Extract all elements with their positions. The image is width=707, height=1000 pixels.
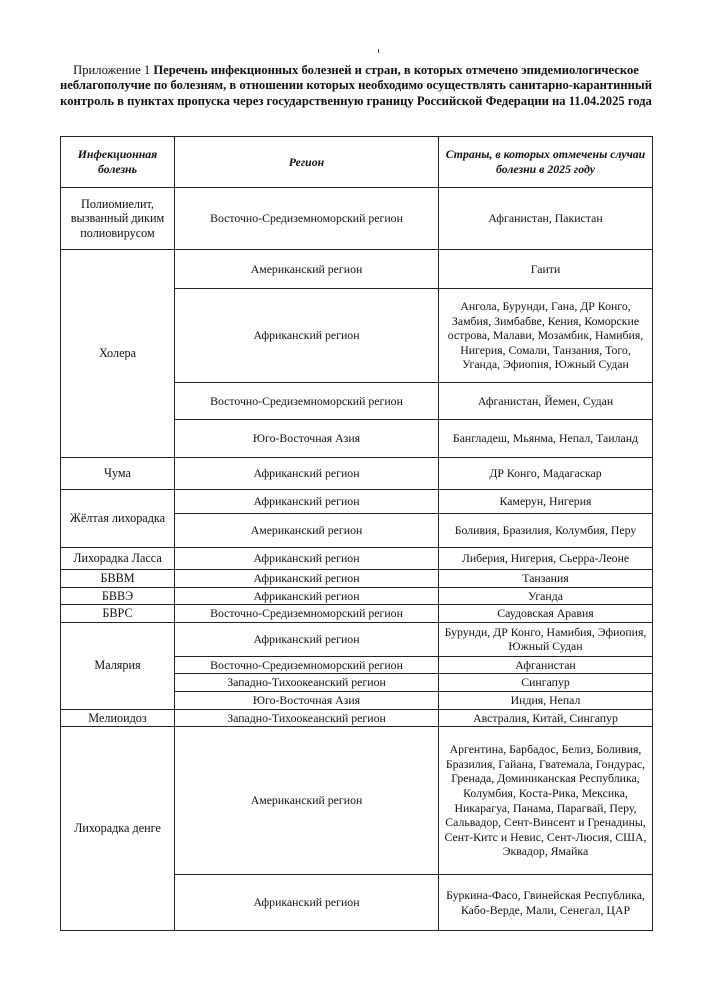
header-disease: Инфекционная болезнь (61, 137, 175, 188)
disease-cell: Малярия (61, 622, 175, 709)
disease-cell: БВРС (61, 605, 175, 623)
region-cell: Американский регион (175, 250, 439, 289)
region-cell: Африканский регион (175, 570, 439, 588)
disease-cell: Лихорадка денге (61, 727, 175, 931)
header-region: Регион (175, 137, 439, 188)
countries-cell: Буркина-Фасо, Гвинейская Республика, Кабо-Верде, Мали, Сенегал, ЦАР (439, 875, 653, 931)
title-prefix: Приложение 1 (73, 63, 151, 77)
region-cell: Африканский регион (175, 289, 439, 383)
table-row (61, 709, 653, 727)
region-cell: Восточно-Средиземноморский регион (175, 383, 439, 420)
table-row (61, 188, 653, 250)
countries-cell: Австралия, Китай, Сингапур (439, 709, 653, 727)
table-header-row (61, 137, 653, 188)
title-main: Перечень инфекционных болезней и стран, в которых отмечено эпидемиологическое неблагополучие по болезням, в отношении которых необходимо осуществлять санитарно-карантинный контроль в пунктах пропуска через государственную границу Российской Федерации на 11.04.2025 года (60, 63, 652, 108)
region-cell: Африканский регион (175, 458, 439, 490)
region-cell: Западно-Тихоокеанский регион (175, 709, 439, 727)
region-cell: Американский регион (175, 727, 439, 875)
region-cell: Африканский регион (175, 875, 439, 931)
region-cell: Восточно-Средиземноморский регион (175, 188, 439, 250)
countries-cell: Сингапур (439, 674, 653, 692)
countries-cell: Ангола, Бурунди, Гана, ДР Конго, Замбия, Зимбабве, Кения, Коморские острова, Малави, Мозамбик, Намибия, Нигерия, Сомали, Танзания, Того, Уганда, Эфиопия, Южный Судан (439, 289, 653, 383)
countries-cell: Афганистан, Йемен, Судан (439, 383, 653, 420)
disease-table (60, 136, 653, 931)
region-cell: Африканский регион (175, 490, 439, 514)
region-cell: Восточно-Средиземноморский регион (175, 656, 439, 674)
table-row (61, 548, 653, 570)
countries-cell: Уганда (439, 587, 653, 605)
region-cell: Юго-Восточная Азия (175, 420, 439, 458)
countries-cell: ДР Конго, Мадагаскар (439, 458, 653, 490)
table-row (61, 622, 653, 656)
table-row (61, 605, 653, 623)
countries-cell: Гаити (439, 250, 653, 289)
countries-cell: Бурунди, ДР Конго, Намибия, Эфиопия, Южный Судан (439, 622, 653, 656)
disease-cell: БВВМ (61, 570, 175, 588)
countries-cell: Камерун, Нигерия (439, 490, 653, 514)
header-countries: Страны, в которых отмечены случаи болезни в 2025 году (439, 137, 653, 188)
countries-cell: Либерия, Нигерия, Сьерра-Леоне (439, 548, 653, 570)
region-cell: Восточно-Средиземноморский регион (175, 605, 439, 623)
countries-cell: Аргентина, Барбадос, Белиз, Боливия, Бразилия, Гайана, Гватемала, Гондурас, Гренада, Доминиканская Республика, Колумбия, Коста-Рика, Мексика, Никарагуа, Панама, Парагвай, Перу, Сальвадор, Сент-Винсент и Гренадины, Сент-Китс и Невис, Сент-Люсия, США, Эквадор, Ямайка (439, 727, 653, 875)
document-title (60, 63, 652, 109)
table-row (61, 587, 653, 605)
table-row (61, 570, 653, 588)
disease-cell: БВВЭ (61, 587, 175, 605)
disease-cell: Мелиоидоз (61, 709, 175, 727)
region-cell: Западно-Тихоокеанский регион (175, 674, 439, 692)
region-cell: Юго-Восточная Азия (175, 691, 439, 709)
countries-cell: Боливия, Бразилия, Колумбия, Перу (439, 514, 653, 548)
disease-cell: Чума (61, 458, 175, 490)
disease-cell: Полиомиелит, вызванный диким полиовирусом (61, 188, 175, 250)
countries-cell: Индия, Непал (439, 691, 653, 709)
table-row (61, 727, 653, 875)
countries-cell: Бангладеш, Мьянма, Непал, Таиланд (439, 420, 653, 458)
table-row (61, 250, 653, 289)
region-cell: Африканский регион (175, 587, 439, 605)
scan-mark (378, 49, 379, 53)
table-row (61, 490, 653, 514)
table-row (61, 458, 653, 490)
countries-cell: Афганистан (439, 656, 653, 674)
disease-cell: Холера (61, 250, 175, 458)
disease-cell: Лихорадка Ласса (61, 548, 175, 570)
region-cell: Африканский регион (175, 622, 439, 656)
disease-cell: Жёлтая лихорадка (61, 490, 175, 548)
countries-cell: Афганистан, Пакистан (439, 188, 653, 250)
region-cell: Африканский регион (175, 548, 439, 570)
region-cell: Американский регион (175, 514, 439, 548)
countries-cell: Саудовская Аравия (439, 605, 653, 623)
countries-cell: Танзания (439, 570, 653, 588)
